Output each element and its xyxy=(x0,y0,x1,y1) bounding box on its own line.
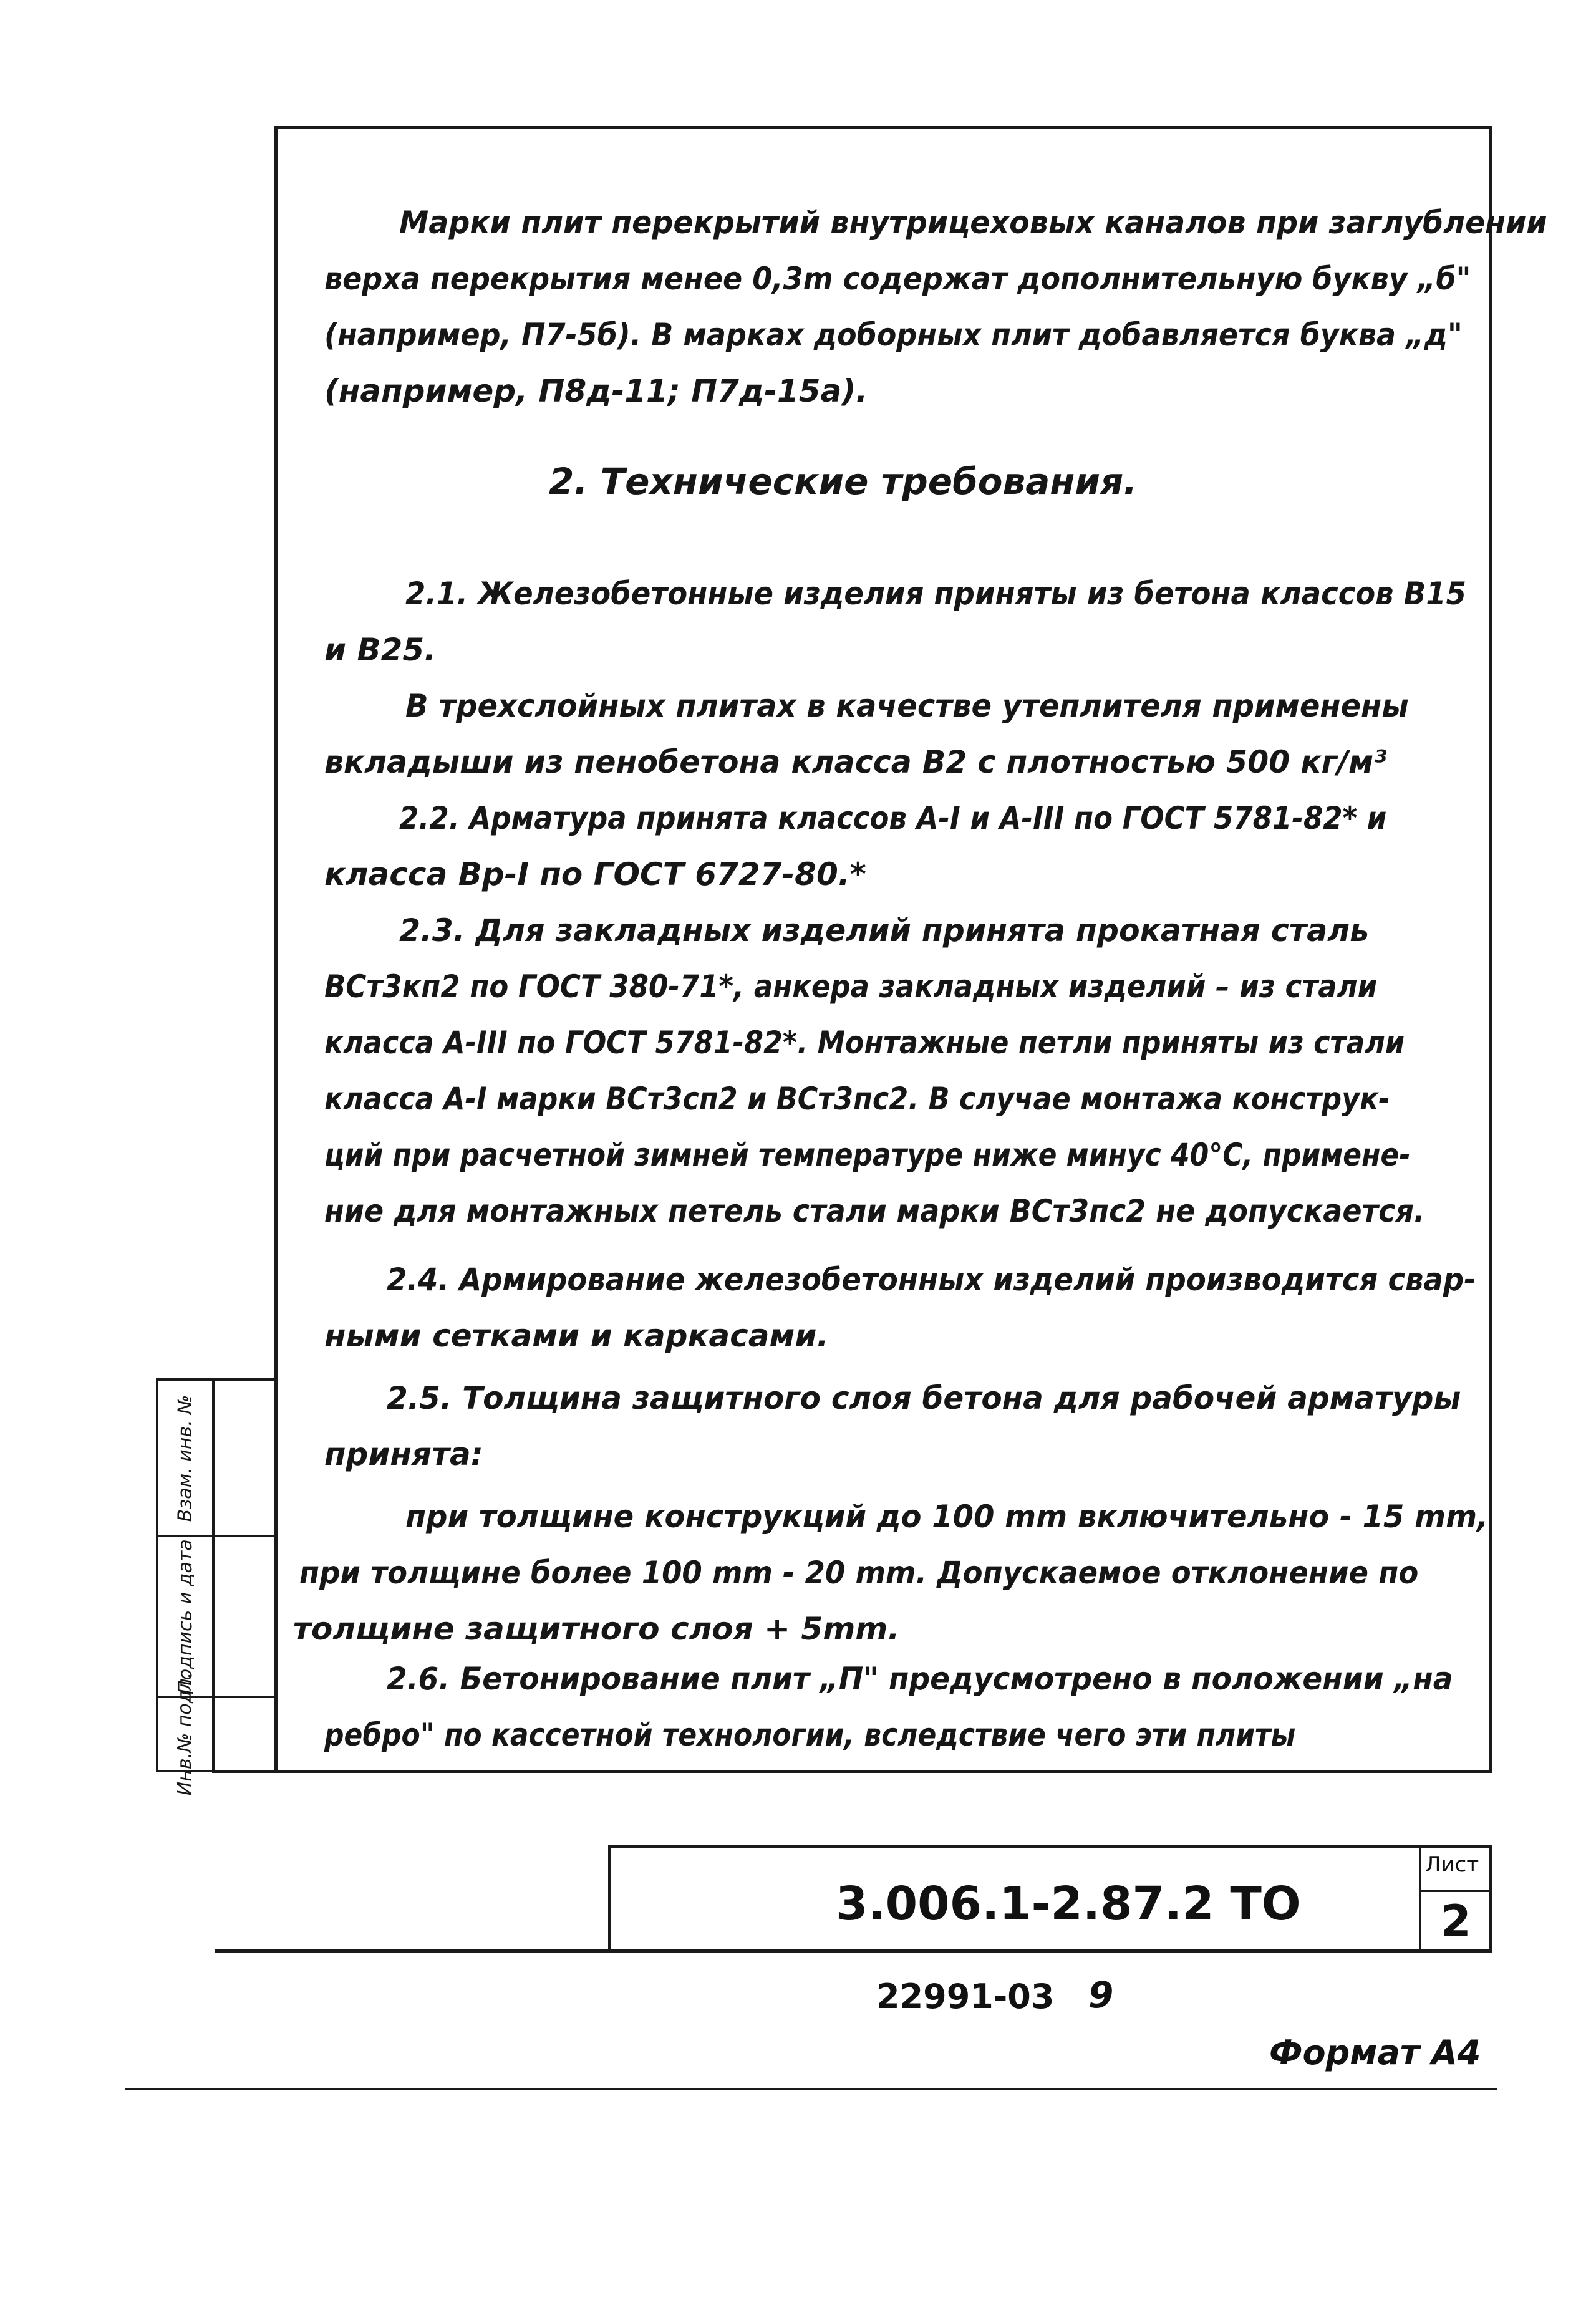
text-line: при толщине более 100 mm - 20 mm. Допускаемое отклонение по xyxy=(299,1555,1419,1591)
stamp-cell-replaces-inv xyxy=(158,1381,212,1535)
text-line: ций при расчетной зимней температуре ниже минус 40°С, примене- xyxy=(324,1137,1411,1173)
text-line: вкладыши из пенобетона класса В2 с плотностью 500 кг/м³ xyxy=(324,744,1387,780)
sheet-number: 2 xyxy=(1441,1896,1471,1947)
text-line: ными сетками и каркасами. xyxy=(324,1318,829,1354)
text-line: при толщине конструкций до 100 mm включительно - 15 mm, xyxy=(405,1499,1489,1535)
text-line: ние для монтажных петель стали марки ВСт3пс2 не допускается. xyxy=(324,1193,1425,1229)
frame-bottom-border xyxy=(212,1770,1492,1773)
title-block-left xyxy=(608,1845,611,1952)
stamp-cell-inv-orig xyxy=(158,1672,212,1796)
title-block-top xyxy=(608,1845,1492,1848)
frame-top-border xyxy=(276,126,1492,129)
text-line: Марки плит перекрытий внутрицеховых каналов при заглублении xyxy=(399,205,1547,241)
page-copy-number: 9 xyxy=(1088,1974,1114,2016)
text-line: (например, П7-5б). В марках доборных плит добавляется буква „д" xyxy=(324,317,1463,353)
frame-right-border xyxy=(1489,126,1492,1772)
text-line: 2.2. Арматура принята классов А-I и А-III по ГОСТ 5781-82* и xyxy=(399,800,1387,836)
title-sheet-cell-left xyxy=(1419,1845,1421,1952)
section-heading: 2. Технические требования. xyxy=(549,460,1138,503)
footer-underline xyxy=(125,2088,1497,2090)
document-designation: 3.006.1-2.87.2 ТО xyxy=(836,1877,1301,1931)
text-line: класса А-I марки ВСт3сп2 и ВСт3пс2. В случае монтажа конструк- xyxy=(324,1081,1390,1117)
text-line: 2.1. Железобетонные изделия приняты из бетона классов В15 xyxy=(405,576,1466,612)
text-line: ребро" по кассетной технологии, вследствие чего эти плиты xyxy=(324,1717,1296,1753)
text-line: 2.6. Бетонирование плит „П" предусмотрено в положении „на xyxy=(387,1661,1453,1697)
stamp-inner-column xyxy=(212,1378,215,1771)
text-line: (например, П8д-11; П7д-15а). xyxy=(324,373,868,409)
title-block-right xyxy=(1489,1845,1492,1952)
sheet-label: Лист xyxy=(1425,1852,1479,1877)
stamp-replaces-inv-label: Взам. инв. № xyxy=(174,1394,196,1522)
text-line: и В25. xyxy=(324,632,437,668)
paper-format: Формат А4 xyxy=(1269,2033,1481,2072)
stamp-inv-orig-label: Инв.№ подл. xyxy=(174,1672,196,1796)
text-line: ВСт3кп2 по ГОСТ 380-71*, анкера закладных изделий – из стали xyxy=(324,968,1378,1005)
text-line: 2.5. Толщина защитного слоя бетона для рабочей арматуры xyxy=(387,1380,1461,1416)
frame-left-border xyxy=(274,126,278,1772)
text-line: принята: xyxy=(324,1436,483,1472)
archive-number: 22991-03 xyxy=(876,1977,1055,2016)
text-line: верха перекрытия менее 0,3m содержат дополнительную букву „б" xyxy=(324,261,1471,297)
stamp-signature-date-label: Подпись и дата xyxy=(174,1539,196,1694)
text-line: толщине защитного слоя + 5mm. xyxy=(293,1611,900,1647)
text-line: класса А-III по ГОСТ 5781-82*. Монтажные петли приняты из стали xyxy=(324,1025,1405,1061)
title-block-bottom xyxy=(215,1949,1492,1953)
text-line: 2.4. Армирование железобетонных изделий производится свар- xyxy=(387,1262,1476,1298)
text-line: В трехслойных плитах в качестве утеплителя применены xyxy=(405,688,1409,724)
text-line: 2.3. Для закладных изделий принята прокатная сталь xyxy=(399,912,1370,949)
title-sheet-cell-divider xyxy=(1419,1890,1492,1892)
text-line: класса Вр-I по ГОСТ 6727-80.* xyxy=(324,856,866,892)
